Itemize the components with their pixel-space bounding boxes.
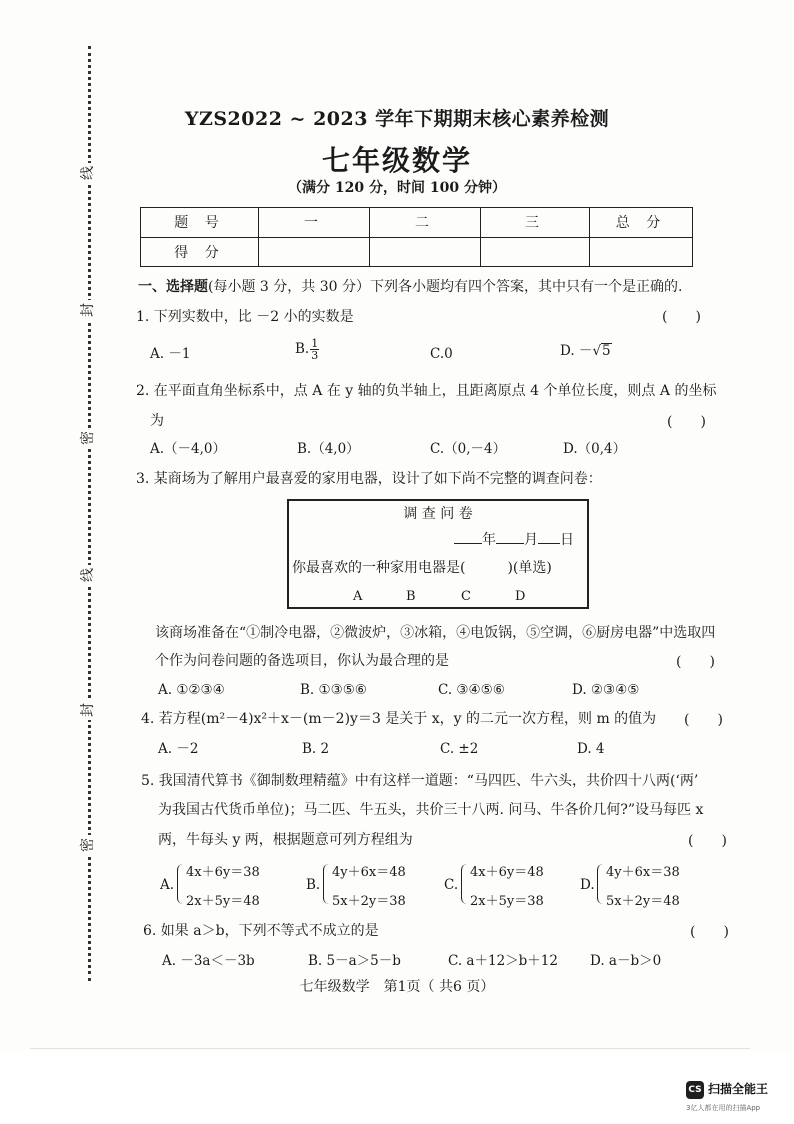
margin-char-xian-2: 线 — [78, 565, 98, 585]
survey-month-label: 月 — [524, 532, 538, 548]
margin-char-feng-2: 封 — [78, 700, 98, 720]
survey-option-d: D — [515, 589, 526, 604]
exam-title: YZS2022 ~ 2023 学年下期期末核心素养检测 — [184, 108, 610, 130]
q4-option-d: D. 4 — [577, 741, 605, 757]
q1-option-d: D. －√5 — [560, 343, 611, 359]
survey-option-c: C — [461, 589, 471, 604]
q5-option-d-label: D. — [580, 877, 595, 893]
score-table-score-row — [141, 237, 693, 267]
scan-bottom-margin — [0, 1050, 794, 1124]
q3-option-c: C. ③④⑤⑥ — [438, 682, 505, 698]
q6-option-a: A. －3a＜－3b — [162, 953, 255, 969]
margin-char-mi-2: 密 — [78, 835, 98, 855]
page-footer: 七年级数学 第1页（ 共6 页） — [299, 979, 495, 995]
q5-option-c-eq2: 2x＋5y＝38 — [470, 894, 544, 909]
survey-question: 你最喜欢的一种家用电器是( )(单选) — [292, 560, 552, 576]
q2-option-d: D.（0,4） — [563, 441, 627, 457]
q6-option-b: B. 5－a＞5－b — [308, 953, 401, 969]
q5-option-b-brace — [323, 864, 330, 904]
q1-option-b-fraction — [310, 338, 319, 361]
score-cell-part1: 一 — [259, 208, 370, 238]
survey-year-label: 年 — [482, 532, 496, 548]
q1-answer-paren[interactable]: ( ) — [662, 309, 701, 325]
q4-answer-paren[interactable]: ( ) — [684, 712, 723, 728]
score-table-header-row — [141, 208, 693, 238]
survey-month-blank — [496, 531, 524, 544]
subject-title: 七年级数学 — [321, 144, 472, 177]
q5-option-b-eq2: 5x＋2y＝38 — [332, 894, 406, 909]
q1-option-b-label: B. — [295, 341, 310, 357]
survey-option-b: B — [406, 589, 416, 604]
score-input-cell[interactable] — [370, 237, 481, 267]
score-input-cell[interactable] — [259, 237, 370, 267]
q4-option-b: B. 2 — [302, 741, 330, 757]
section1-title: 一、选择题 — [138, 279, 208, 295]
q1-option-b-denominator: 3 — [311, 349, 319, 362]
score-input-cell[interactable] — [481, 237, 590, 267]
q3-answer-paren[interactable]: ( ) — [676, 654, 715, 670]
score-cell-total: 总 分 — [590, 208, 693, 238]
q3-text-line2: 个作为问卷问题的备选项目，你认为最合理的是 — [155, 653, 449, 669]
q5-option-a-eq1: 4x＋6y＝38 — [186, 865, 260, 880]
q5-option-a-brace — [177, 864, 184, 904]
survey-year-blank — [454, 531, 482, 544]
q5-line2: 为我国古代货币单位)；马二匹、牛五头，共价三十八两. 问马、牛各价几何?”设马每匹 x — [158, 802, 704, 818]
exam-subtitle: （满分 120 分，时间 100 分钟） — [288, 180, 506, 196]
q5-option-c-eq1: 4x＋6y＝48 — [470, 865, 544, 880]
q5-option-d-eq2: 5x＋2y＝48 — [606, 894, 680, 909]
q6-answer-paren[interactable]: ( ) — [690, 924, 729, 940]
q3-option-b: B. ①③⑤⑥ — [300, 682, 367, 698]
margin-char-mi: 密 — [78, 428, 98, 448]
q5-line3: 两，牛每头 y 两，根据题意可列方程组为 — [158, 832, 413, 848]
q1-option-d-radicand: 5 — [602, 343, 611, 359]
q5-option-a-eq2: 2x＋5y＝48 — [186, 894, 260, 909]
q3-option-a: A. ①②③④ — [158, 682, 225, 698]
margin-char-xian: 线 — [78, 163, 98, 183]
q5-option-d-brace — [597, 864, 604, 904]
camscanner-name: 扫描全能王 — [708, 1082, 769, 1096]
q1-option-c: C.0 — [430, 346, 453, 362]
survey-date — [454, 531, 574, 549]
score-table — [140, 207, 693, 267]
q1-stem: 1. 下列实数中，比 －2 小的实数是 — [136, 309, 354, 325]
camscanner-tagline: 3亿人都在用的扫描App — [686, 1104, 761, 1112]
q4-stem: 4. 若方程(m²－4)x²＋x－(m－2)y＝3 是关于 x，y 的二元一次方程，则 m 的值为 — [141, 711, 657, 727]
camscanner-logo-icon: CS — [686, 1081, 704, 1099]
score-cell-part3: 三 — [481, 208, 590, 238]
survey-box — [287, 499, 589, 609]
q2-stem-cont: 为 — [150, 413, 164, 429]
q1-option-a: A. －1 — [150, 346, 191, 362]
q6-option-c: C. a＋12＞b＋12 — [448, 953, 558, 969]
q4-option-a: A. －2 — [158, 741, 199, 757]
q5-option-b-eq1: 4y＋6x＝48 — [332, 865, 406, 880]
q5-option-c-brace — [461, 864, 468, 904]
q3-stem: 3. 某商场为了解用户最喜爱的家用电器，设计了如下尚不完整的调查问卷： — [136, 471, 602, 487]
q2-option-a: A.（－4,0） — [150, 441, 227, 457]
q5-option-b-label: B. — [306, 877, 321, 893]
q3-option-d: D. ②③④⑤ — [572, 682, 640, 698]
margin-char-feng: 封 — [78, 300, 98, 320]
survey-title: 调 查 问 卷 — [403, 506, 473, 522]
section1-instructions: (每小题 3 分，共 30 分）下列各小题均有四个答案，其中只有一个是正确的. — [208, 279, 683, 295]
score-input-cell[interactable] — [590, 237, 693, 267]
survey-option-a: A — [353, 589, 363, 604]
q2-stem: 2. 在平面直角坐标系中，点 A 在 y 轴的负半轴上，且距离原点 4 个单位长度，则点 A 的坐标 — [136, 383, 717, 399]
score-cell-label: 题 号 — [141, 208, 259, 238]
q2-answer-paren[interactable]: ( ) — [667, 414, 706, 430]
scan-edge-line — [30, 1048, 750, 1049]
q6-stem: 6. 如果 a＞b，下列不等式不成立的是 — [143, 923, 379, 939]
q1-option-b-numerator: 1 — [311, 337, 319, 350]
q5-answer-paren[interactable]: ( ) — [688, 833, 727, 849]
q4-option-c: C. ±2 — [440, 741, 479, 757]
survey-day-blank — [538, 531, 560, 544]
score-cell-part2: 二 — [370, 208, 481, 238]
q5-line1: 5. 我国清代算书《御制数理精蕴》中有这样一道题：“马四匹、牛六头，共价四十八两(‘两’ — [141, 773, 699, 789]
q3-text-line1: 该商场准备在“①制冷电器，②微波炉，③冰箱，④电饭锅，⑤空调，⑥厨房电器”中选取四 — [155, 625, 716, 641]
q6-option-d: D. a－b＞0 — [590, 953, 662, 969]
q2-option-b: B.（4,0） — [297, 441, 360, 457]
survey-day-label: 日 — [560, 532, 574, 548]
q1-option-b — [295, 338, 319, 361]
q5-option-a-label: A. — [160, 877, 175, 893]
q5-option-c-label: C. — [444, 877, 459, 893]
q1-option-d-label: D. － — [560, 343, 593, 359]
q5-option-d-eq1: 4y＋6x＝38 — [606, 865, 680, 880]
score-cell-score-label: 得 分 — [141, 237, 259, 267]
section1-heading — [138, 278, 682, 296]
q2-option-c: C.（0,－4） — [430, 441, 507, 457]
